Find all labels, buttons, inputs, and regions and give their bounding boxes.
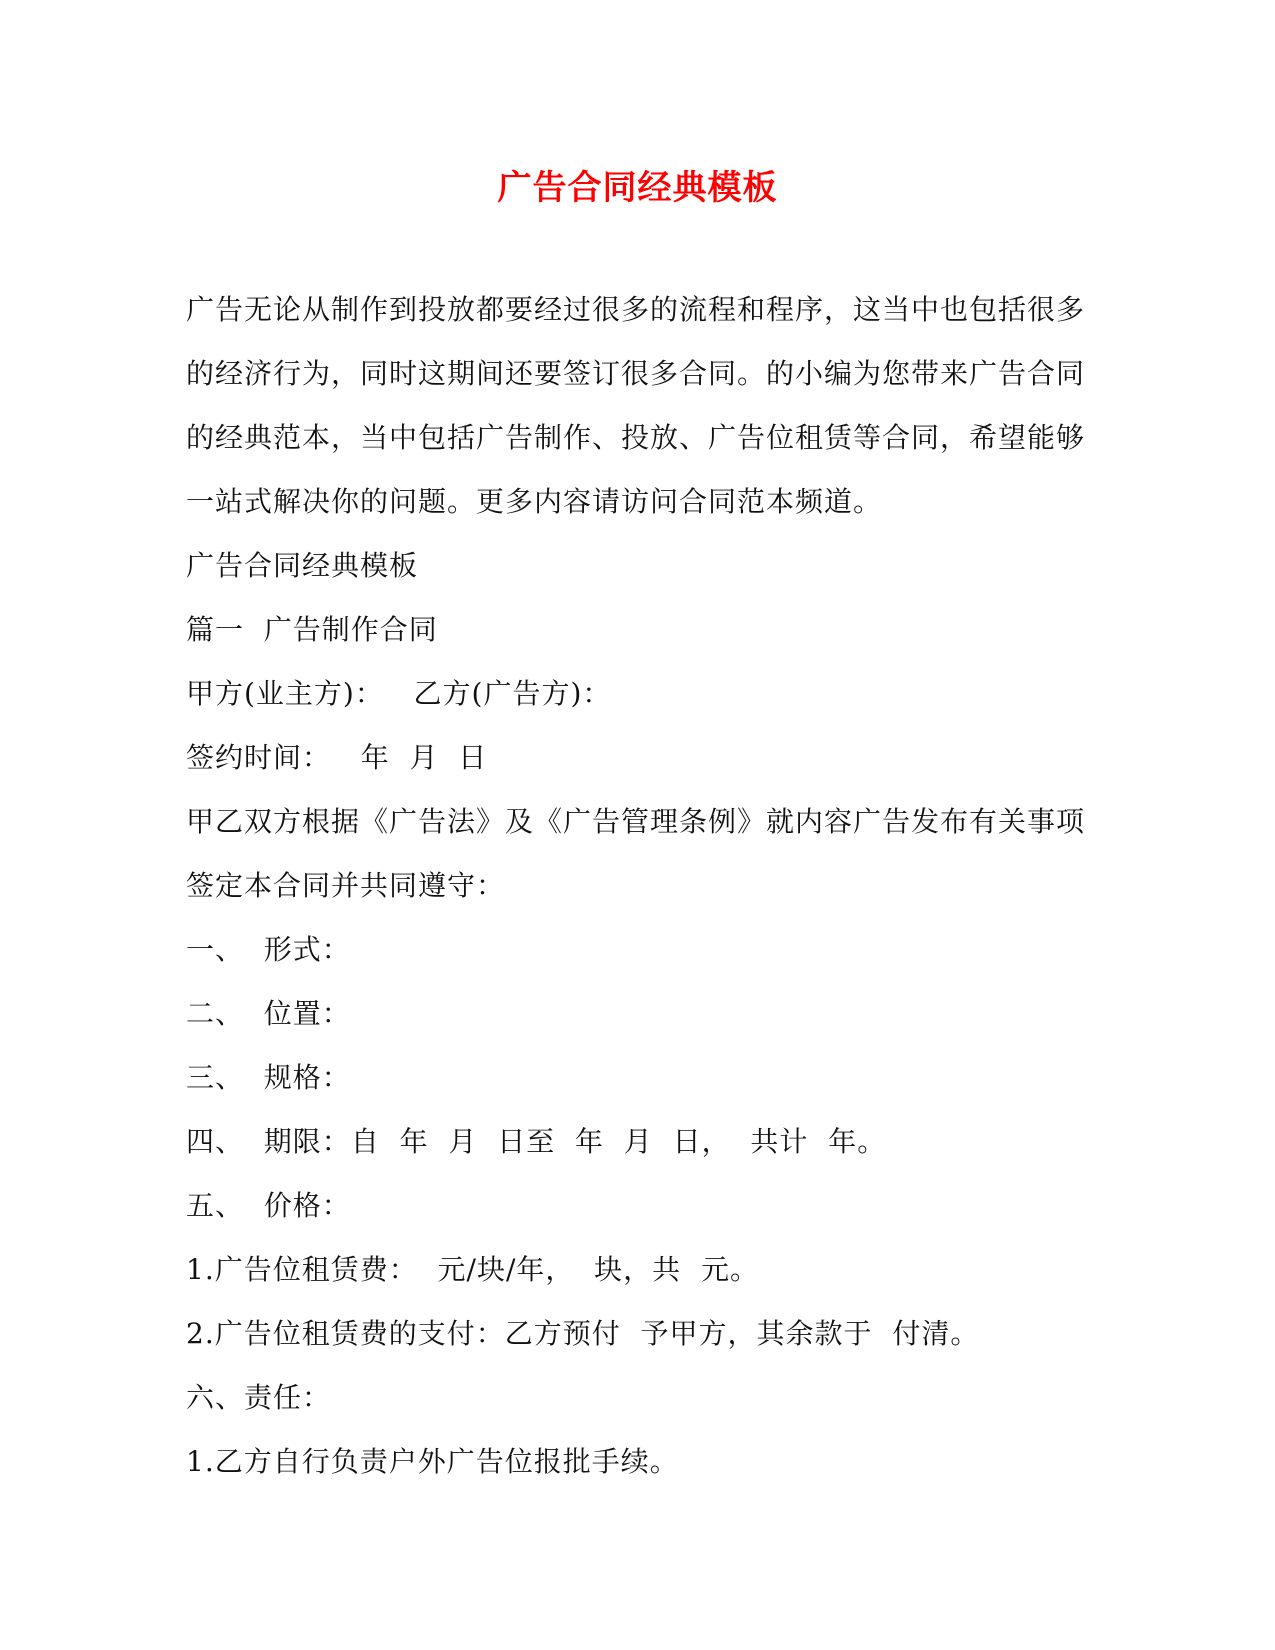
preamble-paragraph: 甲乙双方根据《广告法》及《广告管理条例》就内容广告发布有关事项签定本合同并共同遵守：	[186, 805, 1086, 902]
price-item-rent: 1.广告位租赁费： 元/块/年， 块，共 元。	[186, 1253, 759, 1286]
clause-specification: 三、 规格：	[186, 1061, 351, 1094]
clause-form: 一、 形式：	[186, 933, 351, 966]
clause-term: 四、 期限：自 年 月 日至 年 月 日， 共计 年。	[186, 1125, 887, 1158]
responsibility-item-1: 1.乙方自行负责户外广告位报批手续。	[186, 1445, 679, 1478]
clause-responsibility: 六、责任：	[186, 1381, 332, 1414]
clause-location: 二、 位置：	[186, 997, 351, 1030]
section-heading: 篇一 广告制作合同	[186, 613, 438, 646]
signing-date-line: 签约时间： 年 月 日	[186, 741, 488, 774]
price-item-payment: 2.广告位租赁费的支付：乙方预付 予甲方，其余款于 付清。	[186, 1317, 980, 1350]
document-title: 广告合同经典模板	[497, 168, 778, 208]
subtitle-line: 广告合同经典模板	[186, 549, 419, 582]
clause-price: 五、 价格：	[186, 1189, 351, 1222]
parties-line: 甲方(业主方)： 乙方(广告方)：	[186, 677, 612, 710]
document-body	[186, 278, 1096, 1494]
intro-paragraph: 广告无论从制作到投放都要经过很多的流程和程序，这当中也包括很多的经济行为，同时这期间还要签订很多合同。的小编为您带来广告合同的经典范本，当中包括广告制作、投放、广告位租赁等合同，希望能够一站式解决你的问题。更多内容请访问合同范本频道。	[186, 293, 1086, 518]
